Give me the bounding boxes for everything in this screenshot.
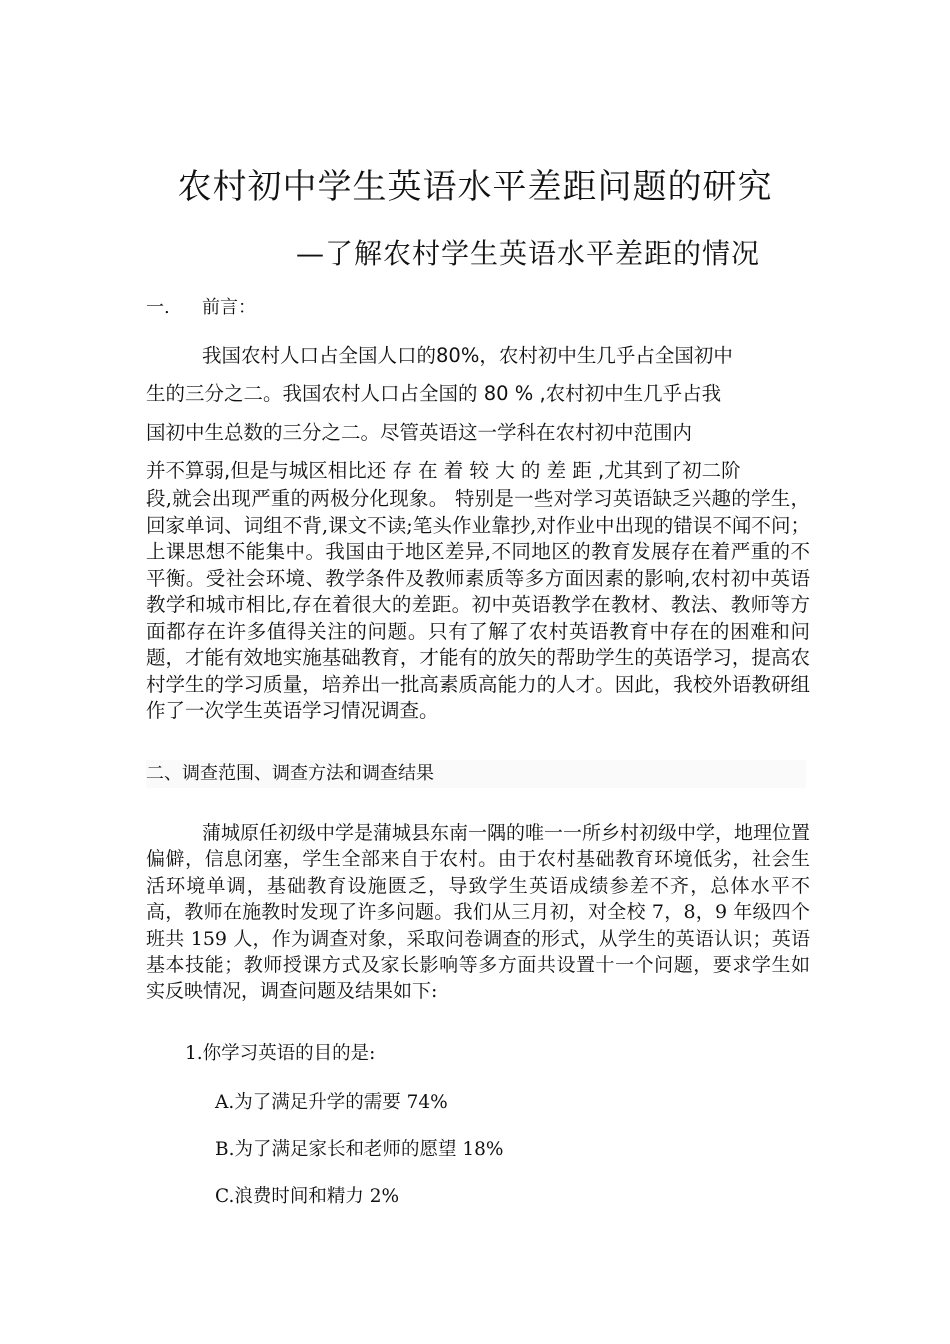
survey-option-b: B.为了满足家长和老师的愿望 18%: [215, 1139, 504, 1160]
paragraph-line: 我国农村人口占全国人口的80%，农村初中生几乎占全国初中: [202, 344, 733, 367]
section-number: 一.: [146, 297, 170, 318]
survey-option-c: C.浪费时间和精力 2%: [215, 1186, 400, 1207]
section-title: 前言：: [202, 297, 256, 318]
paragraph-line: 生的三分之二。我国农村人口占全国的 80 % ,农村初中生几乎占我: [146, 382, 722, 406]
paragraph-intro: [146, 337, 810, 491]
paragraph-line: 并不算弱,但是与城区相比还 存 在 着 较 大 的 差 距 ,尤其到了初二阶: [146, 459, 741, 483]
survey-option-a: A.为了满足升学的需要 74%: [215, 1092, 448, 1113]
survey-question: 1.你学习英语的目的是:: [185, 1043, 376, 1064]
section-heading-preface: [146, 294, 256, 322]
paragraph-survey-description: 蒲城原任初级中学是蒲城县东南一隅的唯一一所乡村初级中学，地理位置偏僻，信息闭塞，学生全部来自于农村。由于农村基础教育环境低劣，社会生活环境单调，基础教育设施匮乏，导致学生英语成绩参差不齐，总体水平不高，教师在施教时发现了许多问题。我们从三月初，对全校 7，8，9 年级四个班共 159 人，作为调查对象，采取问卷调查的形式，从学生的英语认识；英语基本技能；教师授课方式及家长影响等多方面共设置十一个问题，要求学生如实反映情况，调查问题及结果如下:: [146, 822, 811, 1003]
document-title: 农村初中学生英语水平差距问题的研究: [177, 167, 773, 207]
section-heading-survey: 二、调查范围、调查方法和调查结果: [146, 760, 806, 788]
paragraph-polarization: 段,就会出现严重的两极分化现象。 特别是一些对学习英语缺乏兴趣的学生， 回家单词、词组不背,课文不读;笔头作业靠抄,对作业中出现的错误不闻不问；上课思想不能集中。我国由于地区差异,不同地区的教育发展存在着严重的不平衡。受社会环境、教学条件及教师素质等多方面因素的影响,农村初中英语教学和城市相比,存在着很大的差距。初中英语教学在教材、教法、教师等方面都存在许多值得关注的问题。只有了解了农村英语教育中存在的困难和问题，才能有效地实施基础教育，才能有的放矢的帮助学生的英语学习，提高农村学生的学习质量，培养出一批高素质高能力的人才。因此，我校外语教研组作了一次学生英语学习情况调查。: [146, 487, 810, 722]
document-subtitle: —了解农村学生英语水平差距的情况: [296, 237, 761, 270]
paragraph-line: 国初中生总数的三分之二。尽管英语这一学科在农村初中范围内: [146, 420, 693, 444]
